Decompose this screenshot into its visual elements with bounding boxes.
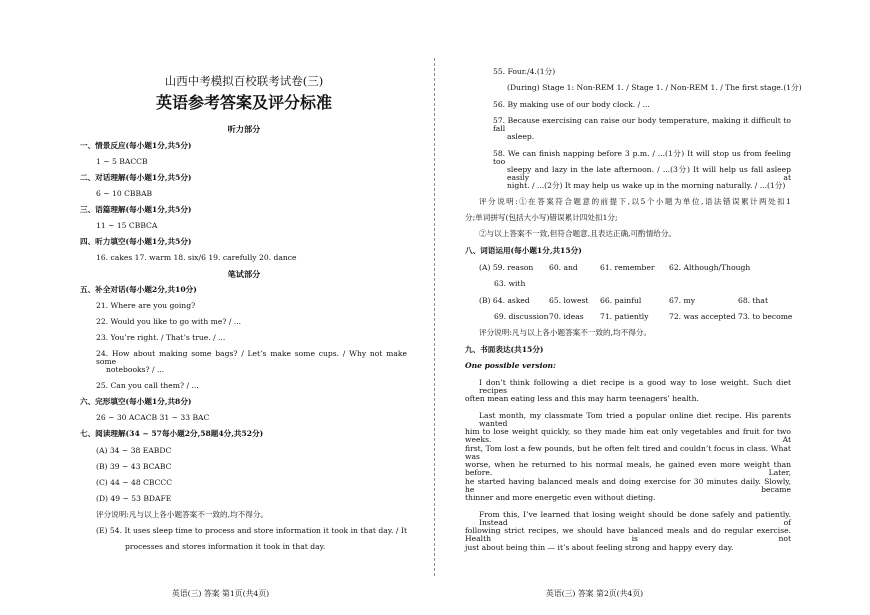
section-4-answer: 16. cakes 17. warm 18. six/6 19. carefully 20. dance xyxy=(96,253,297,262)
section-7-e-line-2: processes and stores information it took in that day. xyxy=(125,542,326,551)
part-b-item: 65. lowest xyxy=(549,296,589,305)
essay-line: just about being thin — it’s about feeling strong and happy every day. xyxy=(465,543,734,552)
section-5-item: 23. You’re right. / That’s true. / ... xyxy=(96,333,226,342)
page-divider xyxy=(434,58,435,576)
essay-line: I don’t think following a diet recipe is a good way to lose weight. Such diet recipes xyxy=(479,378,791,395)
section-6-answer: 26 ~ 30 ACACB 31 ~ 33 BAC xyxy=(96,413,210,422)
part-a-item: 60. and xyxy=(549,263,578,272)
answer-58b: sleepy and lazy in the late afternoon. / ...(3分) It will help us fall asleep easily at xyxy=(507,165,791,182)
essay-line: Last month, my classmate Tom tried a popular online diet recipe. His parents wanted xyxy=(479,411,791,428)
part-b-item: 71. patiently xyxy=(600,312,649,321)
part-a-item: 63. with xyxy=(494,279,526,288)
section-7-title: 七、阅读理解(34 ~ 57每小题2分,58题4分,共52分) xyxy=(80,429,264,438)
answer-55a: 55. Four./4.(1分) xyxy=(493,67,556,76)
doc-title: 英语参考答案及评分标准 xyxy=(155,93,332,112)
section-9-title: 九、书面表达(共15分) xyxy=(465,345,544,354)
section-5-item: 25. Can you call them? / ... xyxy=(96,381,199,390)
section-7-e-line-1: (E) 54. It uses sleep time to process and store information it took in that day. / It xyxy=(96,526,407,535)
part-b-item: 72. was accepted xyxy=(669,312,736,321)
scoring-note-1: 评分说明:①在答案符合题意的前提下,以5个小题为单位,语法错误累计两处扣1 xyxy=(479,197,791,206)
one-possible-version: One possible version: xyxy=(465,361,556,370)
section-7-note: 评分说明:凡与以上各小题答案不一致的,均不得分。 xyxy=(96,510,269,519)
essay-line: often mean eating less and this may harm teenagers’ health. xyxy=(465,394,699,403)
answer-57a: 57. Because exercising can raise our body temperature, making it difficult to fall xyxy=(493,116,791,133)
answer-58a: 58. We can finish napping before 3 p.m. / ...(1分) It will stop us from feeling too xyxy=(493,149,791,166)
section-8-note: 评分说明:凡与以上各小题答案不一致的,均不得分。 xyxy=(479,328,652,337)
part-a-item: (A) 59. reason xyxy=(479,263,534,272)
right-page-footer: 英语(三) 答案 第2页(共4页) xyxy=(546,589,644,598)
part-b-item: 73. to become xyxy=(738,312,793,321)
essay-line: he started having balanced meals and doing exercise for 30 minutes daily. Slowly, he became xyxy=(465,477,791,494)
section-5-title: 五、补全对话(每小题2分,共10分) xyxy=(80,285,197,294)
listening-header: 听力部分 xyxy=(227,124,261,134)
essay-line: From this, I’ve learned that losing weight should be done safely and patiently. Instead of xyxy=(479,510,791,527)
section-3-title: 三、语篇理解(每小题1分,共5分) xyxy=(80,205,192,214)
section-6-title: 六、完形填空(每小题1分,共8分) xyxy=(80,397,192,406)
section-2-answer: 6 ~ 10 CBBAB xyxy=(96,189,153,198)
section-7-item: (B) 39 ~ 43 BCABC xyxy=(96,462,172,471)
answer-58c: night. / ...(2分) It may help us wake up in the morning naturally. / ...(1分) xyxy=(507,181,786,190)
answer-57b: asleep. xyxy=(507,132,535,141)
written-header: 笔试部分 xyxy=(227,269,261,279)
essay-line: thinner and more energetic even without dieting. xyxy=(465,493,656,502)
essay-line: first, Tom lost a few pounds, but he often felt tired and couldn’t focus in class. What was xyxy=(465,444,791,461)
scoring-note-3: ②与以上答案不一致,但符合题意,且表达正确,可酌情给分。 xyxy=(479,229,677,238)
section-5-item: 22. Would you like to go with me? / ... xyxy=(96,317,242,326)
section-7-item: (C) 44 ~ 48 CBCCC xyxy=(96,478,173,487)
part-b-item: 70. ideas xyxy=(549,312,584,321)
essay-line: him to lose weight quickly, so they made him eat only vegetables and fruit for two weeks. At xyxy=(465,427,791,444)
section-8-title: 八、词语运用(每小题1分,共15分) xyxy=(465,246,582,255)
scoring-note-2: 分;单词拼写(包括大小写)错误累计四处扣1分; xyxy=(465,213,618,222)
essay-line: worse, when he returned to his normal meals, he gained even more weight than before. Later, xyxy=(465,460,791,477)
section-4-title: 四、听力填空(每小题1分,共5分) xyxy=(80,237,192,246)
section-2-title: 二、对话理解(每小题1分,共5分) xyxy=(80,173,192,182)
answer-56: 56. By making use of our body clock. / ... xyxy=(493,100,650,109)
section-3-answer: 11 ~ 15 CBBCA xyxy=(96,221,158,230)
section-1-answer: 1 ~ 5 BACCB xyxy=(96,157,148,166)
part-b-item: 68. that xyxy=(738,296,769,305)
part-b-item: 67. my xyxy=(669,296,695,305)
section-1-title: 一、情景反应(每小题1分,共5分) xyxy=(80,141,192,150)
part-b-item: 69. discussion xyxy=(494,312,549,321)
section-7-item: (A) 34 ~ 38 EABDC xyxy=(96,446,172,455)
part-a-item: 61. remember xyxy=(600,263,655,272)
part-a-item: 62. Although/Though xyxy=(669,263,751,272)
section-5-item: 24. How about making some bags? / Let’s make some cups. / Why not make some xyxy=(96,349,407,366)
section-5-item: 21. Where are you going? xyxy=(96,301,196,310)
section-7-item: (D) 49 ~ 53 BDAFE xyxy=(96,494,172,503)
part-b-item: (B) 64. asked xyxy=(479,296,530,305)
section-5-item: notebooks? / ... xyxy=(106,365,165,374)
part-b-item: 66. painful xyxy=(600,296,642,305)
exam-title: 山西中考模拟百校联考试卷(三) xyxy=(164,74,324,88)
answer-55b: (During) Stage 1: Non-REM 1. / Stage 1. / Non-REM 1. / The first stage.(1分) xyxy=(507,83,802,92)
left-page-footer: 英语(三) 答案 第1页(共4页) xyxy=(172,589,270,598)
essay-line: following strict recipes, we should have balanced meals and do regular exercise. Health is not xyxy=(465,526,791,543)
